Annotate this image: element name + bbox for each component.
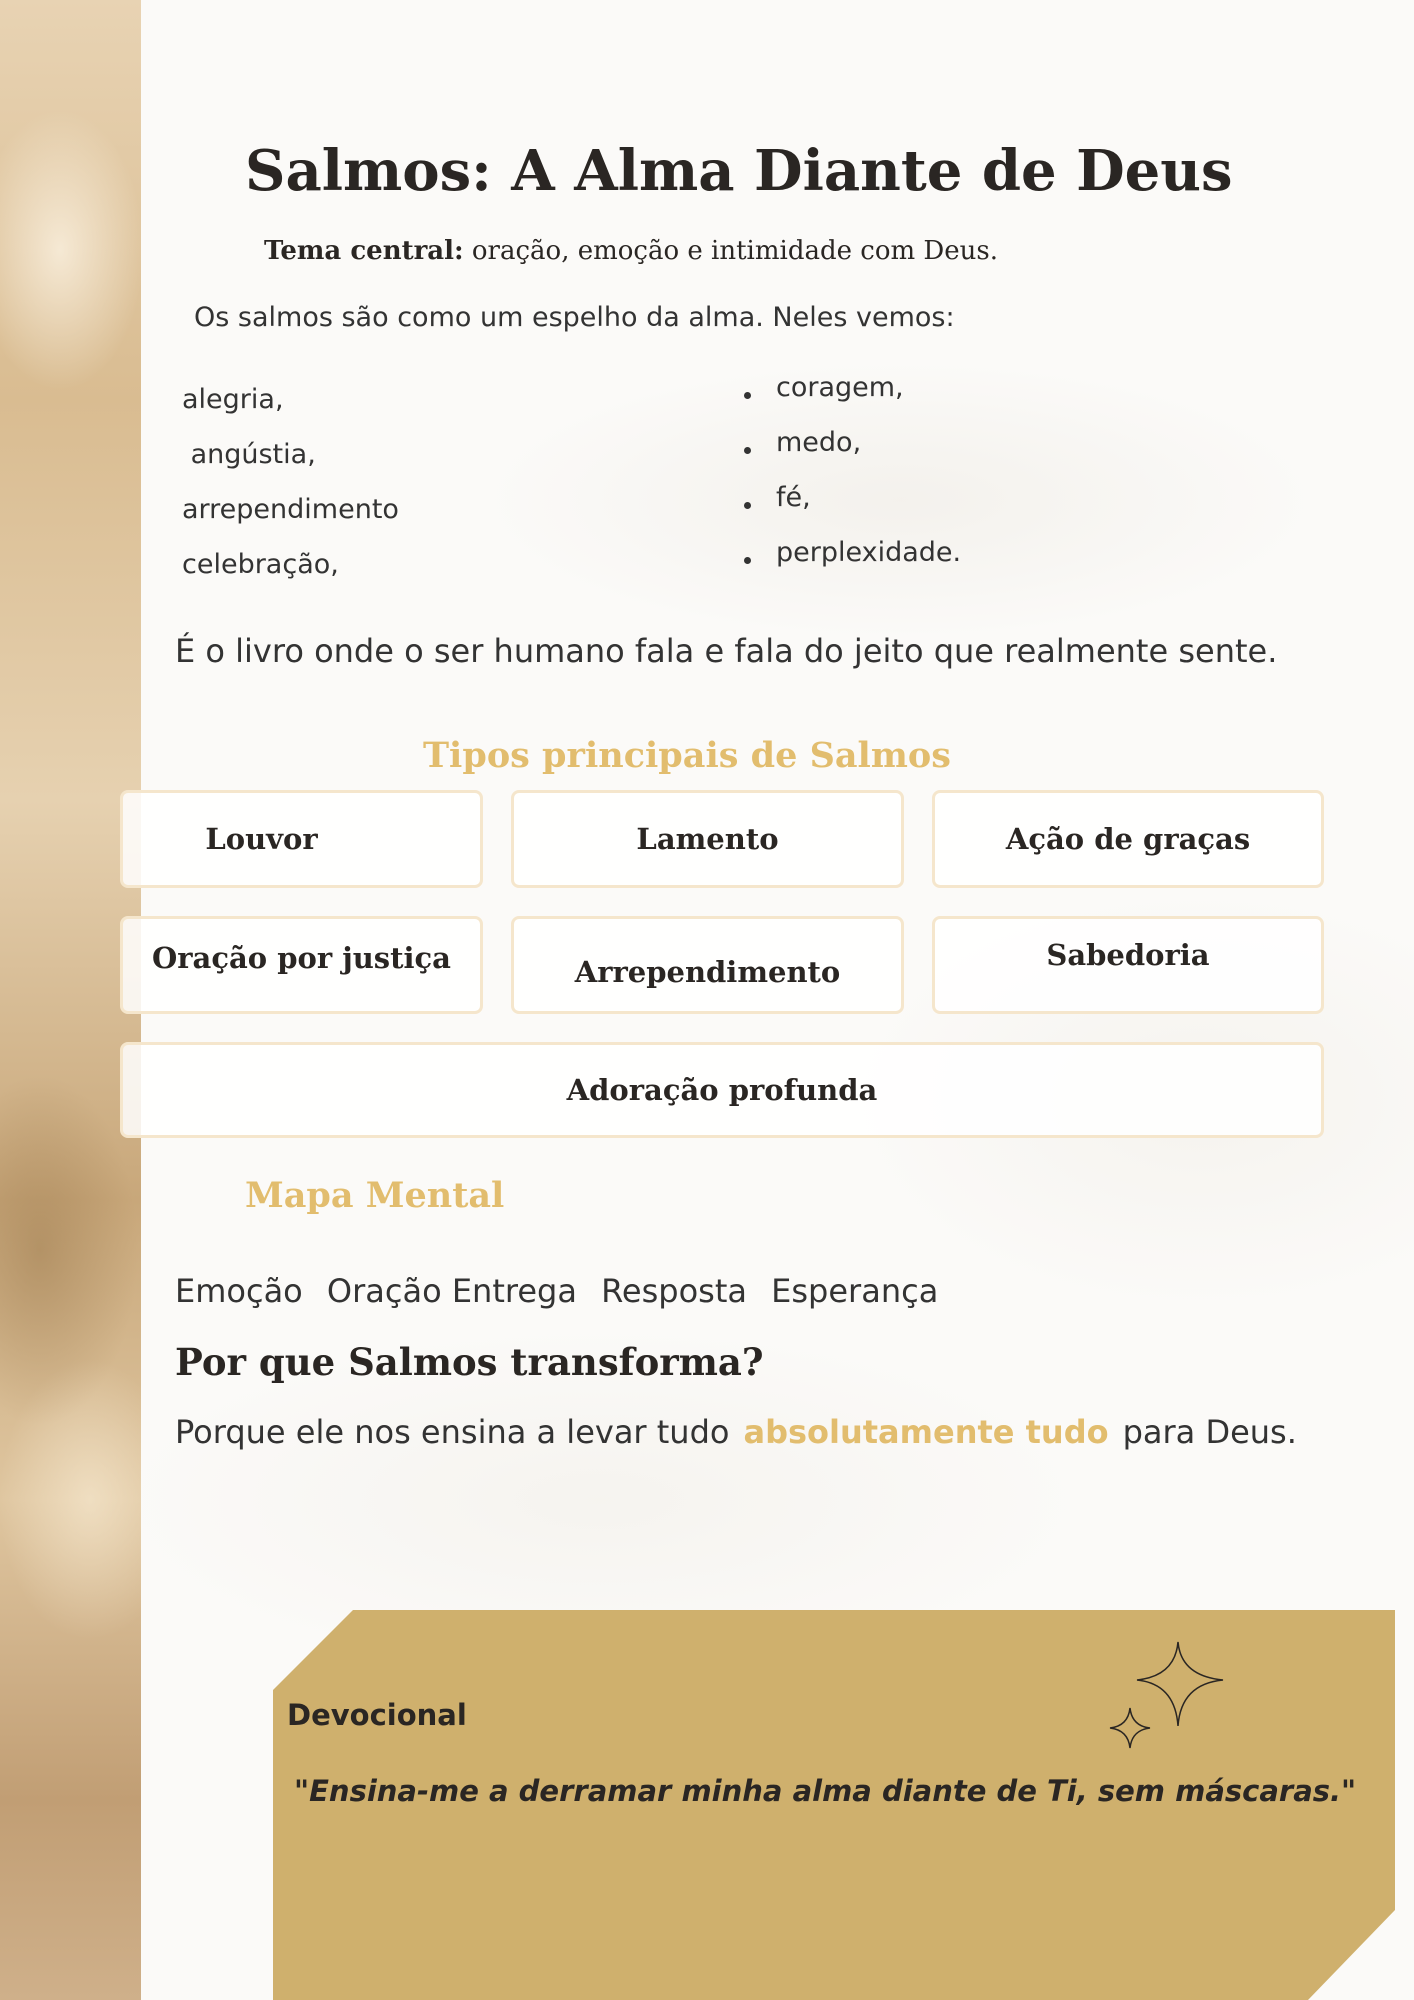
mapa-item: Emoção xyxy=(175,1272,303,1310)
tipo-box-louvor xyxy=(120,790,483,888)
bullet-list-item: perplexidade. xyxy=(740,533,961,588)
page-title: Salmos: A Alma Diante de Deus xyxy=(245,138,1233,204)
list-item: arrependimento xyxy=(182,494,399,525)
mapa-mental-row xyxy=(175,1272,952,1310)
tipo-box-acao-de-gracas xyxy=(932,790,1324,888)
bullet-list-item: medo, xyxy=(740,423,961,478)
tipo-box-lamento xyxy=(511,790,904,888)
tipo-label: Sabedoria xyxy=(1046,938,1210,972)
tipo-box-sabedoria xyxy=(932,916,1324,1014)
porque-title: Por que Salmos transforma? xyxy=(175,1340,764,1384)
emotions-right-list xyxy=(740,368,961,588)
porque-highlight: absolutamente tudo xyxy=(743,1413,1109,1451)
devocional-label: Devocional xyxy=(287,1698,467,1732)
bullet-list-item: coragem, xyxy=(740,368,961,423)
tipo-label: Ação de graças xyxy=(1005,822,1251,856)
mapa-item: Esperança xyxy=(771,1272,939,1310)
bullet-list-item: fé, xyxy=(740,478,961,533)
sparkle-stars-icon xyxy=(1105,1640,1235,1760)
tema-label: Tema central: xyxy=(264,236,464,266)
tema-text: oração, emoção e intimidade com Deus. xyxy=(463,236,998,266)
tipo-label: Lamento xyxy=(636,822,779,856)
livro-statement: É o livro onde o ser humano fala e fala do jeito que realmente sente. xyxy=(175,632,1278,670)
porque-text-after: para Deus. xyxy=(1122,1413,1297,1451)
tipo-box-adoracao-profunda xyxy=(120,1042,1324,1138)
porque-text xyxy=(175,1413,1297,1451)
tipos-title: Tipos principais de Salmos xyxy=(423,735,951,776)
tipo-label: Oração por justiça xyxy=(152,941,451,975)
tipo-box-arrependimento xyxy=(511,916,904,1014)
tema-central xyxy=(264,236,998,266)
tipo-box-oracao-por-justica xyxy=(120,916,483,1014)
list-item: angústia, xyxy=(182,439,316,470)
tipo-label: Arrependimento xyxy=(574,955,841,989)
mapa-item: Resposta xyxy=(601,1272,747,1310)
list-item: celebração, xyxy=(182,549,339,580)
intro-text: Os salmos são como um espelho da alma. Neles vemos: xyxy=(194,302,955,333)
emotions-left-list xyxy=(182,380,399,600)
list-item: alegria, xyxy=(182,384,284,415)
devocional-quote: "Ensina-me a derramar minha alma diante de Ti, sem máscaras." xyxy=(294,1774,1357,1808)
tipo-label: Louvor xyxy=(205,822,318,856)
tipo-label: Adoração profunda xyxy=(566,1073,878,1107)
porque-text-before: Porque ele nos ensina a levar tudo xyxy=(175,1413,730,1451)
mapa-item: Oração Entrega xyxy=(326,1272,577,1310)
mapa-mental-title: Mapa Mental xyxy=(245,1175,505,1216)
